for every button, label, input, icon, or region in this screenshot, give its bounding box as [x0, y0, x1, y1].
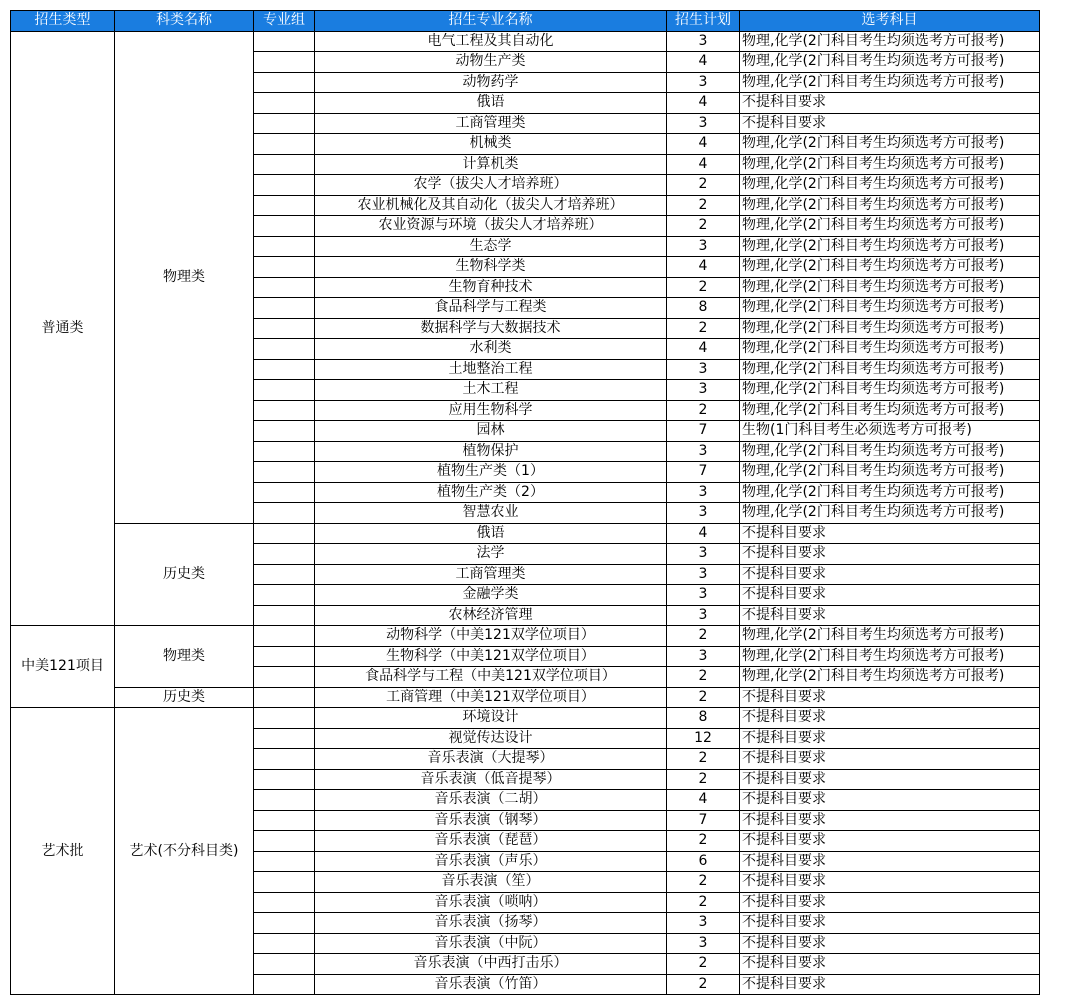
major-group-cell [254, 544, 315, 565]
required-subjects-cell: 不提科目要求 [740, 851, 1040, 872]
enrollment-plan-cell: 8 [667, 708, 740, 729]
major-name-cell: 生态学 [315, 236, 667, 257]
major-group-cell [254, 503, 315, 524]
required-subjects-cell: 物理,化学(2门科目考生均须选考方可报考) [740, 667, 1040, 688]
enrollment-plan-cell: 7 [667, 462, 740, 483]
enrollment-plan-cell: 2 [667, 626, 740, 647]
header-required-subjects: 选考科目 [740, 11, 1040, 32]
major-group-cell [254, 298, 315, 319]
table-body [11, 31, 1040, 995]
major-name-cell: 音乐表演（声乐） [315, 851, 667, 872]
major-group-cell [254, 52, 315, 73]
major-name-cell: 水利类 [315, 339, 667, 360]
major-group-cell [254, 216, 315, 237]
major-group-cell [254, 933, 315, 954]
enrollment-plan-cell: 3 [667, 503, 740, 524]
major-name-cell: 音乐表演（唢呐） [315, 892, 667, 913]
major-name-cell: 音乐表演（竹笛） [315, 974, 667, 995]
enrollment-plan-cell: 3 [667, 585, 740, 606]
table-row [11, 708, 1040, 729]
major-name-cell: 金融学类 [315, 585, 667, 606]
major-name-cell: 园林 [315, 421, 667, 442]
major-group-cell [254, 175, 315, 196]
major-name-cell: 音乐表演（大提琴） [315, 749, 667, 770]
enrollment-plan-cell: 2 [667, 769, 740, 790]
major-group-cell [254, 769, 315, 790]
header-major-group: 专业组 [254, 11, 315, 32]
required-subjects-cell: 不提科目要求 [740, 93, 1040, 114]
required-subjects-cell: 不提科目要求 [740, 790, 1040, 811]
category-name-cell: 物理类 [115, 626, 254, 688]
major-name-cell: 音乐表演（琵琶） [315, 831, 667, 852]
required-subjects-cell: 不提科目要求 [740, 523, 1040, 544]
enrollment-plan-cell: 7 [667, 421, 740, 442]
required-subjects-cell: 不提科目要求 [740, 687, 1040, 708]
major-name-cell: 生物科学类 [315, 257, 667, 278]
major-name-cell: 植物生产类（2） [315, 482, 667, 503]
enrollment-plan-cell: 4 [667, 52, 740, 73]
required-subjects-cell: 不提科目要求 [740, 728, 1040, 749]
major-group-cell [254, 400, 315, 421]
required-subjects-cell: 不提科目要求 [740, 113, 1040, 134]
major-name-cell: 音乐表演（二胡） [315, 790, 667, 811]
enrollment-plan-cell: 3 [667, 646, 740, 667]
enrollment-plan-cell: 12 [667, 728, 740, 749]
required-subjects-cell: 不提科目要求 [740, 749, 1040, 770]
major-name-cell: 动物药学 [315, 72, 667, 93]
major-group-cell [254, 154, 315, 175]
major-name-cell: 动物科学（中美121双学位项目） [315, 626, 667, 647]
required-subjects-cell: 物理,化学(2门科目考生均须选考方可报考) [740, 257, 1040, 278]
enrollment-plan-table [10, 10, 1040, 995]
major-name-cell: 食品科学与工程类 [315, 298, 667, 319]
major-name-cell: 计算机类 [315, 154, 667, 175]
category-name-cell: 物理类 [115, 31, 254, 523]
enrollment-plan-cell: 3 [667, 236, 740, 257]
required-subjects-cell: 物理,化学(2门科目考生均须选考方可报考) [740, 400, 1040, 421]
enrollment-plan-cell: 2 [667, 175, 740, 196]
required-subjects-cell: 物理,化学(2门科目考生均须选考方可报考) [740, 154, 1040, 175]
major-group-cell [254, 359, 315, 380]
major-group-cell [254, 585, 315, 606]
major-group-cell [254, 380, 315, 401]
required-subjects-cell: 物理,化学(2门科目考生均须选考方可报考) [740, 72, 1040, 93]
enrollment-plan-cell: 3 [667, 564, 740, 585]
major-name-cell: 视觉传达设计 [315, 728, 667, 749]
header-enrollment-plan: 招生计划 [667, 11, 740, 32]
major-name-cell: 俄语 [315, 523, 667, 544]
enrollment-plan-cell: 3 [667, 113, 740, 134]
required-subjects-cell: 物理,化学(2门科目考生均须选考方可报考) [740, 626, 1040, 647]
major-group-cell [254, 277, 315, 298]
major-name-cell: 工商管理（中美121双学位项目） [315, 687, 667, 708]
enrollment-plan-cell: 2 [667, 954, 740, 975]
major-name-cell: 数据科学与大数据技术 [315, 318, 667, 339]
enrollment-plan-cell: 2 [667, 872, 740, 893]
enrollment-plan-cell: 3 [667, 359, 740, 380]
major-group-cell [254, 810, 315, 831]
required-subjects-cell: 物理,化学(2门科目考生均须选考方可报考) [740, 482, 1040, 503]
major-group-cell [254, 708, 315, 729]
major-group-cell [254, 523, 315, 544]
required-subjects-cell: 物理,化学(2门科目考生均须选考方可报考) [740, 195, 1040, 216]
major-name-cell: 植物生产类（1） [315, 462, 667, 483]
major-name-cell: 土木工程 [315, 380, 667, 401]
major-name-cell: 音乐表演（中西打击乐） [315, 954, 667, 975]
enrollment-type-cell: 中美121项目 [11, 626, 115, 708]
required-subjects-cell: 不提科目要求 [740, 974, 1040, 995]
table-row [11, 523, 1040, 544]
required-subjects-cell: 物理,化学(2门科目考生均须选考方可报考) [740, 31, 1040, 52]
major-group-cell [254, 913, 315, 934]
enrollment-plan-cell: 2 [667, 195, 740, 216]
required-subjects-cell: 不提科目要求 [740, 769, 1040, 790]
required-subjects-cell: 物理,化学(2门科目考生均须选考方可报考) [740, 462, 1040, 483]
major-name-cell: 农业机械化及其自动化（拔尖人才培养班） [315, 195, 667, 216]
major-name-cell: 应用生物科学 [315, 400, 667, 421]
major-name-cell: 生物育种技术 [315, 277, 667, 298]
major-name-cell: 农业资源与环境（拔尖人才培养班） [315, 216, 667, 237]
enrollment-table-wrapper [10, 10, 1040, 995]
required-subjects-cell: 物理,化学(2门科目考生均须选考方可报考) [740, 236, 1040, 257]
required-subjects-cell: 物理,化学(2门科目考生均须选考方可报考) [740, 380, 1040, 401]
major-group-cell [254, 339, 315, 360]
required-subjects-cell: 物理,化学(2门科目考生均须选考方可报考) [740, 134, 1040, 155]
major-name-cell: 音乐表演（钢琴） [315, 810, 667, 831]
enrollment-plan-cell: 2 [667, 974, 740, 995]
category-name-cell: 历史类 [115, 687, 254, 708]
major-name-cell: 音乐表演（中阮） [315, 933, 667, 954]
enrollment-plan-cell: 4 [667, 257, 740, 278]
required-subjects-cell: 生物(1门科目考生必须选考方可报考) [740, 421, 1040, 442]
table-row [11, 687, 1040, 708]
table-row [11, 626, 1040, 647]
major-group-cell [254, 195, 315, 216]
major-name-cell: 音乐表演（扬琴） [315, 913, 667, 934]
major-group-cell [254, 728, 315, 749]
major-name-cell: 工商管理类 [315, 564, 667, 585]
category-name-cell: 艺术(不分科目类) [115, 708, 254, 995]
table-row [11, 31, 1040, 52]
required-subjects-cell: 物理,化学(2门科目考生均须选考方可报考) [740, 52, 1040, 73]
major-name-cell: 法学 [315, 544, 667, 565]
required-subjects-cell: 物理,化学(2门科目考生均须选考方可报考) [740, 339, 1040, 360]
enrollment-plan-cell: 4 [667, 339, 740, 360]
required-subjects-cell: 不提科目要求 [740, 831, 1040, 852]
major-name-cell: 环境设计 [315, 708, 667, 729]
enrollment-plan-cell: 3 [667, 544, 740, 565]
major-group-cell [254, 974, 315, 995]
header-category-name: 科类名称 [115, 11, 254, 32]
major-name-cell: 食品科学与工程（中美121双学位项目） [315, 667, 667, 688]
major-group-cell [254, 687, 315, 708]
required-subjects-cell: 不提科目要求 [740, 933, 1040, 954]
enrollment-type-cell: 艺术批 [11, 708, 115, 995]
required-subjects-cell: 物理,化学(2门科目考生均须选考方可报考) [740, 646, 1040, 667]
required-subjects-cell: 物理,化学(2门科目考生均须选考方可报考) [740, 359, 1040, 380]
enrollment-plan-cell: 2 [667, 667, 740, 688]
required-subjects-cell: 物理,化学(2门科目考生均须选考方可报考) [740, 175, 1040, 196]
major-name-cell: 土地整治工程 [315, 359, 667, 380]
enrollment-plan-cell: 2 [667, 687, 740, 708]
required-subjects-cell: 不提科目要求 [740, 585, 1040, 606]
major-group-cell [254, 93, 315, 114]
required-subjects-cell: 不提科目要求 [740, 544, 1040, 565]
major-group-cell [254, 749, 315, 770]
enrollment-plan-cell: 2 [667, 400, 740, 421]
header-enrollment-type: 招生类型 [11, 11, 115, 32]
required-subjects-cell: 不提科目要求 [740, 892, 1040, 913]
major-group-cell [254, 257, 315, 278]
major-group-cell [254, 872, 315, 893]
required-subjects-cell: 物理,化学(2门科目考生均须选考方可报考) [740, 277, 1040, 298]
major-group-cell [254, 72, 315, 93]
required-subjects-cell: 不提科目要求 [740, 913, 1040, 934]
required-subjects-cell: 不提科目要求 [740, 810, 1040, 831]
enrollment-plan-cell: 3 [667, 31, 740, 52]
enrollment-plan-cell: 4 [667, 154, 740, 175]
required-subjects-cell: 不提科目要求 [740, 954, 1040, 975]
major-group-cell [254, 605, 315, 626]
enrollment-type-cell: 普通类 [11, 31, 115, 626]
required-subjects-cell: 物理,化学(2门科目考生均须选考方可报考) [740, 216, 1040, 237]
table-header-row [11, 11, 1040, 32]
enrollment-plan-cell: 4 [667, 523, 740, 544]
enrollment-plan-cell: 3 [667, 482, 740, 503]
major-name-cell: 农学（拔尖人才培养班） [315, 175, 667, 196]
major-group-cell [254, 790, 315, 811]
enrollment-plan-cell: 8 [667, 298, 740, 319]
major-name-cell: 生物科学（中美121双学位项目） [315, 646, 667, 667]
major-group-cell [254, 626, 315, 647]
major-group-cell [254, 482, 315, 503]
enrollment-plan-cell: 2 [667, 749, 740, 770]
enrollment-plan-cell: 3 [667, 72, 740, 93]
enrollment-plan-cell: 3 [667, 913, 740, 934]
required-subjects-cell: 物理,化学(2门科目考生均须选考方可报考) [740, 441, 1040, 462]
major-group-cell [254, 31, 315, 52]
required-subjects-cell: 不提科目要求 [740, 708, 1040, 729]
enrollment-plan-cell: 2 [667, 892, 740, 913]
major-name-cell: 智慧农业 [315, 503, 667, 524]
major-group-cell [254, 134, 315, 155]
major-name-cell: 音乐表演（笙） [315, 872, 667, 893]
required-subjects-cell: 不提科目要求 [740, 564, 1040, 585]
enrollment-plan-cell: 3 [667, 933, 740, 954]
major-name-cell: 电气工程及其自动化 [315, 31, 667, 52]
major-group-cell [254, 318, 315, 339]
category-name-cell: 历史类 [115, 523, 254, 626]
major-name-cell: 俄语 [315, 93, 667, 114]
major-name-cell: 机械类 [315, 134, 667, 155]
required-subjects-cell: 不提科目要求 [740, 605, 1040, 626]
major-group-cell [254, 564, 315, 585]
major-name-cell: 工商管理类 [315, 113, 667, 134]
header-major-name: 招生专业名称 [315, 11, 667, 32]
required-subjects-cell: 不提科目要求 [740, 872, 1040, 893]
major-group-cell [254, 441, 315, 462]
major-group-cell [254, 421, 315, 442]
enrollment-plan-cell: 4 [667, 93, 740, 114]
major-group-cell [254, 851, 315, 872]
required-subjects-cell: 物理,化学(2门科目考生均须选考方可报考) [740, 298, 1040, 319]
major-group-cell [254, 646, 315, 667]
enrollment-plan-cell: 3 [667, 441, 740, 462]
enrollment-plan-cell: 4 [667, 134, 740, 155]
major-group-cell [254, 462, 315, 483]
major-group-cell [254, 113, 315, 134]
major-group-cell [254, 831, 315, 852]
enrollment-plan-cell: 7 [667, 810, 740, 831]
enrollment-plan-cell: 3 [667, 605, 740, 626]
enrollment-plan-cell: 2 [667, 277, 740, 298]
major-group-cell [254, 236, 315, 257]
required-subjects-cell: 物理,化学(2门科目考生均须选考方可报考) [740, 318, 1040, 339]
major-group-cell [254, 667, 315, 688]
enrollment-plan-cell: 2 [667, 318, 740, 339]
required-subjects-cell: 物理,化学(2门科目考生均须选考方可报考) [740, 503, 1040, 524]
major-group-cell [254, 892, 315, 913]
major-name-cell: 动物生产类 [315, 52, 667, 73]
enrollment-plan-cell: 2 [667, 216, 740, 237]
major-group-cell [254, 954, 315, 975]
enrollment-plan-cell: 2 [667, 831, 740, 852]
major-name-cell: 农林经济管理 [315, 605, 667, 626]
enrollment-plan-cell: 6 [667, 851, 740, 872]
enrollment-plan-cell: 4 [667, 790, 740, 811]
enrollment-plan-cell: 3 [667, 380, 740, 401]
major-name-cell: 音乐表演（低音提琴） [315, 769, 667, 790]
major-name-cell: 植物保护 [315, 441, 667, 462]
